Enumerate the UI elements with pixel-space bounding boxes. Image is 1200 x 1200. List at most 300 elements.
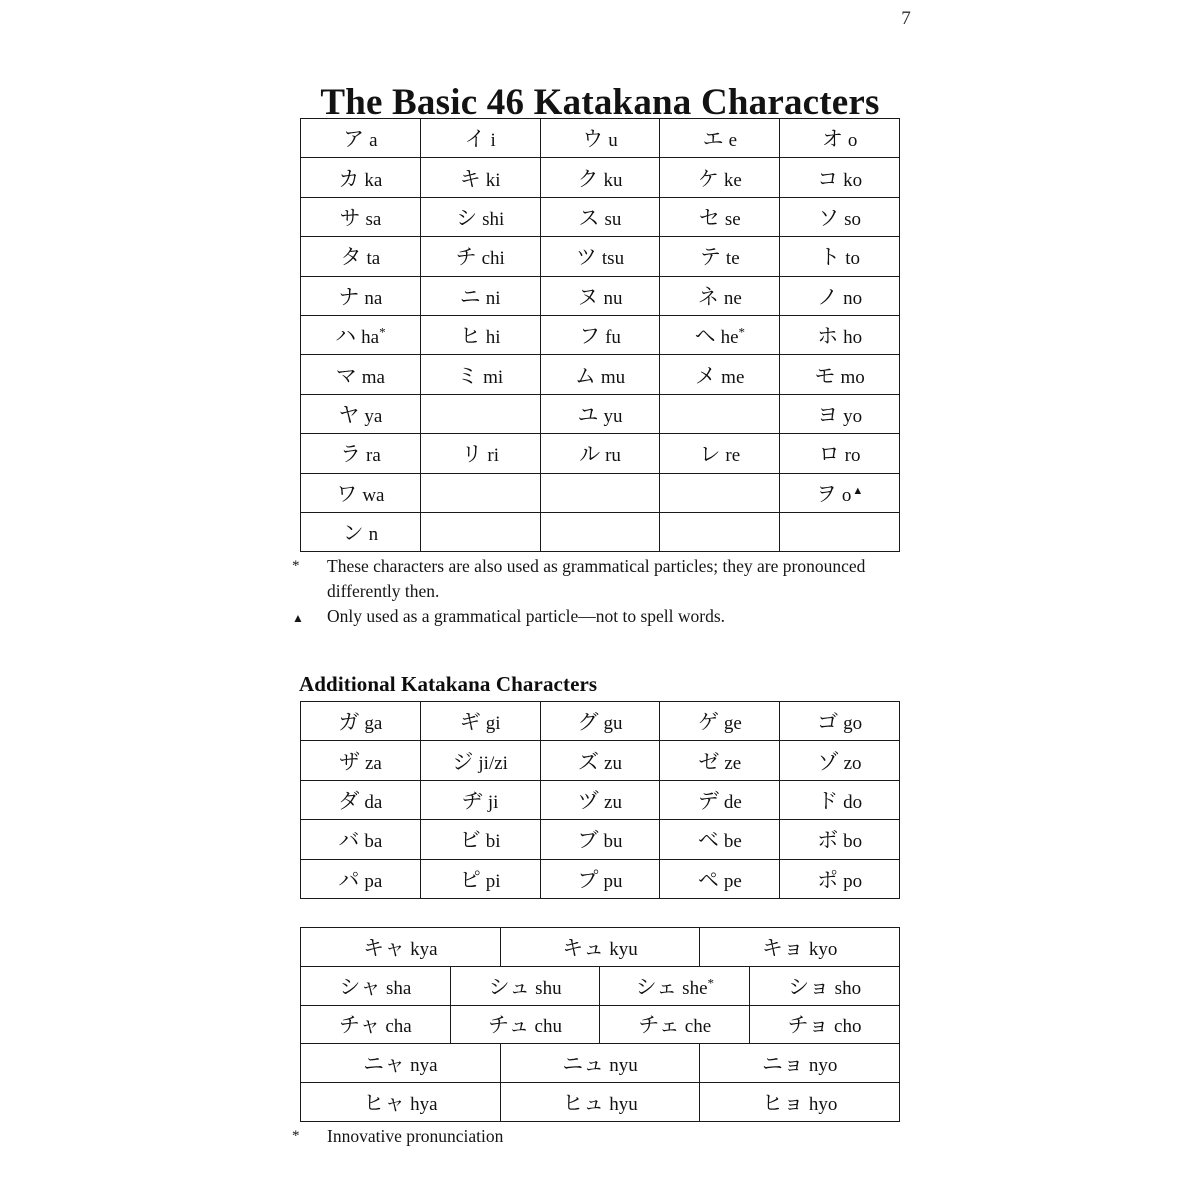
- kana-cell: [660, 859, 780, 898]
- kana-glyph: ミ: [457, 363, 479, 388]
- kana-cell: [660, 780, 780, 819]
- table-row: [301, 119, 900, 158]
- kana-cell-content: [336, 478, 384, 508]
- kana-glyph: チュ: [488, 1013, 530, 1038]
- kana-cell-content: [363, 1087, 437, 1117]
- kana-glyph: ナ: [338, 284, 360, 309]
- romaji-label: ga: [364, 713, 383, 735]
- kana-cell: [420, 158, 540, 197]
- kana-cell: [301, 702, 421, 741]
- kana-cell-content: [338, 163, 382, 193]
- romaji-label: e: [728, 130, 737, 152]
- romaji-label: te: [725, 248, 740, 270]
- kana-glyph: コ: [817, 166, 839, 191]
- romaji-label: kya: [410, 938, 438, 960]
- kana-cell: [301, 119, 421, 158]
- combination-katakana-table: [300, 927, 900, 1122]
- kana-cell: [540, 780, 660, 819]
- romaji-label: to: [845, 248, 860, 270]
- kana-cell: [540, 158, 660, 197]
- kana-cell-content: [489, 971, 562, 1001]
- kana-glyph: ニュ: [562, 1052, 605, 1077]
- kana-cell: [301, 237, 421, 276]
- kana-cell-content: [338, 824, 382, 854]
- kana-glyph: グ: [577, 710, 599, 735]
- kana-glyph: キ: [459, 166, 481, 191]
- romaji-label: ki: [485, 169, 501, 191]
- kana-cell: [301, 197, 421, 236]
- kana-cell: [600, 1005, 750, 1044]
- romaji-label: chu: [534, 1016, 562, 1038]
- kana-cell-content: [698, 746, 741, 776]
- romaji-label: sha: [385, 977, 412, 999]
- kana-cell: [540, 237, 660, 276]
- footnote-text: These characters are also used as grammatical particles; they are pronounced differently then.: [327, 556, 866, 601]
- kana-cell-content: [695, 360, 744, 390]
- table-row: [301, 473, 900, 512]
- kana-cell-content: [817, 824, 862, 854]
- kana-cell-content: [456, 241, 505, 271]
- kana-glyph: ト: [819, 245, 841, 270]
- kana-cell: [301, 355, 421, 394]
- kana-cell-content: [817, 864, 862, 894]
- kana-cell-content: [460, 864, 501, 894]
- kana-cell-content: [343, 123, 377, 153]
- kana-glyph: ヅ: [578, 788, 600, 813]
- romaji-label: ra: [366, 445, 381, 467]
- kana-cell: [301, 780, 421, 819]
- kana-glyph: フ: [579, 324, 601, 349]
- romaji-label: zo: [843, 752, 862, 774]
- kana-glyph: ネ: [697, 284, 719, 309]
- kana-cell: [540, 859, 660, 898]
- kana-cell-content: [338, 706, 382, 736]
- kana-cell-content: [818, 202, 861, 232]
- kana-cell-content: [460, 706, 501, 736]
- romaji-label: ke: [723, 169, 742, 191]
- kana-cell: [301, 1005, 451, 1044]
- table-row: [301, 820, 900, 859]
- kana-cell: [780, 355, 900, 394]
- kana-cell-content: [817, 163, 862, 193]
- page-title: The Basic 46 Katakana Characters: [320, 81, 880, 123]
- kana-glyph: ヘ: [694, 324, 716, 349]
- kana-cell-content: [814, 360, 864, 390]
- kana-cell: [780, 197, 900, 236]
- romaji-label: che: [684, 1016, 712, 1038]
- kana-cell-content: [817, 320, 862, 350]
- kana-cell: [301, 434, 421, 473]
- kana-glyph: ビ: [459, 828, 481, 853]
- kana-cell-content: [577, 706, 622, 736]
- romaji-label: ba: [364, 831, 383, 853]
- kana-cell-content: [338, 785, 382, 815]
- kana-cell: [500, 1044, 700, 1083]
- kana-cell: [420, 702, 540, 741]
- kana-glyph: ワ: [336, 481, 358, 506]
- asterisk-footnote-marker-icon: *: [738, 324, 745, 340]
- kana-cell: [420, 119, 540, 158]
- kana-glyph: カ: [338, 166, 360, 191]
- romaji-label: pa: [364, 870, 383, 892]
- kana-glyph: セ: [698, 205, 720, 230]
- additional-katakana-table: [300, 701, 900, 899]
- kana-glyph: ニャ: [363, 1052, 406, 1077]
- romaji-label: na: [364, 287, 383, 309]
- kana-cell-content: [822, 123, 858, 153]
- kana-glyph: メ: [695, 363, 717, 388]
- kana-glyph: ウ: [582, 127, 604, 152]
- kana-cell: [540, 355, 660, 394]
- kana-glyph: ヒ: [459, 324, 481, 349]
- table-row: [301, 928, 900, 967]
- kana-glyph: ム: [574, 363, 596, 388]
- romaji-label: ma: [361, 366, 385, 388]
- kana-cell-empty: [660, 512, 780, 551]
- kana-cell-content: [577, 281, 622, 311]
- kana-cell-content: [762, 932, 838, 962]
- kana-glyph: ギ: [459, 710, 481, 735]
- kana-glyph: チェ: [638, 1013, 680, 1038]
- kana-cell: [540, 820, 660, 859]
- kana-cell-content: [577, 163, 622, 193]
- kana-glyph: ヌ: [577, 284, 599, 309]
- kana-cell-content: [699, 438, 740, 468]
- kana-cell-content: [577, 864, 622, 894]
- kana-glyph: リ: [461, 442, 483, 467]
- kana-cell-content: [340, 438, 381, 468]
- kana-cell: [420, 859, 540, 898]
- kana-cell-content: [339, 746, 382, 776]
- kana-cell-content: [817, 785, 862, 815]
- kana-cell: [780, 434, 900, 473]
- romaji-label: hyo: [808, 1094, 838, 1116]
- kana-glyph: ザ: [338, 749, 360, 774]
- romaji-label: hi: [485, 327, 501, 349]
- kana-glyph: ケ: [697, 166, 719, 191]
- kana-cell: [540, 741, 660, 780]
- kana-glyph: キョ: [761, 935, 804, 960]
- romaji-label: gu: [603, 713, 623, 735]
- kana-cell: [540, 197, 660, 236]
- kana-cell: [420, 355, 540, 394]
- kana-cell-content: [818, 746, 862, 776]
- romaji-label: bi: [485, 831, 501, 853]
- romaji-label: chi: [481, 248, 505, 270]
- kana-cell: [780, 119, 900, 158]
- kana-cell-content: [341, 241, 381, 271]
- kana-glyph: チャ: [338, 1013, 381, 1038]
- kana-cell-content: [343, 517, 379, 547]
- basic-table-footnotes: [290, 554, 930, 629]
- table-row: [301, 780, 900, 819]
- kana-cell: [420, 741, 540, 780]
- table-row: [301, 966, 900, 1005]
- romaji-label: kyo: [808, 938, 838, 960]
- kana-cell-content: [338, 399, 382, 429]
- kana-cell: [301, 158, 421, 197]
- table-row: [301, 859, 900, 898]
- kana-cell-content: [488, 1009, 562, 1039]
- kana-cell-content: [460, 281, 501, 311]
- kana-cell: [780, 859, 900, 898]
- kana-cell-empty: [660, 394, 780, 433]
- kana-cell-content: [698, 163, 742, 193]
- romaji-label: be: [723, 831, 742, 853]
- kana-glyph: ベ: [697, 828, 719, 853]
- kana-cell-empty: [420, 394, 540, 433]
- kana-glyph: ボ: [817, 828, 839, 853]
- combination-table-footnotes: [290, 1124, 930, 1149]
- kana-cell-content: [703, 123, 737, 153]
- romaji-label: yo: [843, 405, 863, 427]
- kana-cell-content: [457, 360, 503, 390]
- kana-glyph: サ: [339, 205, 361, 230]
- kana-cell-content: [363, 932, 437, 962]
- kana-cell: [660, 741, 780, 780]
- kana-glyph: ガ: [338, 710, 360, 735]
- romaji-label: ro: [844, 445, 861, 467]
- kana-glyph: プ: [577, 867, 599, 892]
- romaji-label: fu: [605, 327, 621, 349]
- romaji-label: n: [368, 524, 379, 546]
- romaji-label: shi: [482, 208, 505, 230]
- romaji-label: u: [608, 130, 618, 152]
- kana-cell: [540, 702, 660, 741]
- kana-cell-content: [578, 746, 622, 776]
- table-row: [301, 1005, 900, 1044]
- kana-glyph: ロ: [818, 442, 840, 467]
- kana-glyph: レ: [699, 442, 721, 467]
- romaji-label: bo: [843, 831, 863, 853]
- romaji-label: ze: [724, 752, 742, 774]
- kana-glyph: バ: [338, 828, 360, 853]
- kana-cell-content: [577, 399, 622, 429]
- romaji-label: gi: [485, 713, 501, 735]
- kana-cell: [780, 820, 900, 859]
- romaji-label: o: [841, 484, 852, 506]
- kana-cell: [660, 237, 780, 276]
- romaji-label: nya: [410, 1055, 438, 1077]
- kana-cell-content: [460, 824, 501, 854]
- triangle-footnote-marker-icon: ▲: [852, 485, 864, 498]
- kana-glyph: ツ: [575, 245, 597, 270]
- kana-glyph: デ: [697, 788, 719, 813]
- kana-glyph: ペ: [697, 867, 719, 892]
- kana-glyph: ヨ: [817, 402, 839, 427]
- romaji-label: ru: [605, 445, 621, 467]
- kana-glyph: ポ: [817, 867, 839, 892]
- kana-cell-content: [339, 971, 411, 1001]
- romaji-label: nyo: [808, 1055, 838, 1077]
- kana-glyph: ゼ: [698, 749, 720, 774]
- romaji-label: no: [843, 287, 863, 309]
- kana-glyph: ヂ: [461, 788, 483, 813]
- kana-cell: [301, 512, 421, 551]
- table-row: [301, 1083, 900, 1122]
- kana-cell-empty: [420, 473, 540, 512]
- kana-cell-content: [578, 785, 622, 815]
- romaji-label: kyu: [609, 938, 638, 960]
- table-row: [301, 158, 900, 197]
- romaji-label: ni: [485, 287, 501, 309]
- kana-glyph: ゴ: [817, 710, 839, 735]
- kana-cell-content: [338, 281, 382, 311]
- kana-cell: [420, 237, 540, 276]
- footnote-text: Only used as a grammatical particle—not to spell words.: [327, 606, 726, 626]
- kana-cell-content: [817, 399, 862, 429]
- table-row: [301, 355, 900, 394]
- kana-cell: [660, 276, 780, 315]
- kana-glyph: ル: [579, 442, 601, 467]
- kana-cell: [780, 158, 900, 197]
- triangle-footnote-marker-icon: ▲: [292, 611, 304, 625]
- romaji-label: sa: [365, 208, 382, 230]
- kana-cell-content: [788, 1009, 862, 1039]
- kana-glyph: ホ: [817, 324, 839, 349]
- romaji-label: ji: [487, 791, 499, 813]
- romaji-label: bu: [603, 831, 623, 853]
- kana-cell-content: [788, 971, 861, 1001]
- romaji-label: se: [724, 208, 741, 230]
- kana-cell: [301, 276, 421, 315]
- romaji-label: tsu: [601, 248, 625, 270]
- kana-glyph: ノ: [817, 284, 839, 309]
- table-row: [301, 276, 900, 315]
- kana-cell: [500, 928, 700, 967]
- romaji-label: mi: [483, 366, 504, 388]
- kana-cell-content: [338, 864, 382, 894]
- romaji-label: nu: [603, 287, 623, 309]
- kana-cell: [660, 119, 780, 158]
- kana-cell-content: [817, 706, 862, 736]
- kana-cell: [660, 158, 780, 197]
- romaji-label: ko: [843, 169, 863, 191]
- table-row: [301, 197, 900, 236]
- kana-glyph: ハ: [335, 324, 357, 349]
- kana-glyph: ヒャ: [363, 1091, 406, 1116]
- kana-glyph: ゲ: [697, 710, 719, 735]
- kana-cell-content: [336, 360, 385, 390]
- kana-cell-empty: [420, 512, 540, 551]
- kana-cell: [700, 1083, 900, 1122]
- kana-glyph: ニ: [459, 284, 481, 309]
- kana-glyph: ゾ: [817, 749, 839, 774]
- kana-cell: [780, 741, 900, 780]
- romaji-label: ho: [843, 327, 863, 349]
- kana-cell-content: [762, 1048, 838, 1078]
- kana-cell-content: [816, 478, 863, 508]
- romaji-label: hyu: [609, 1094, 638, 1116]
- kana-cell: [420, 197, 540, 236]
- kana-cell-content: [819, 241, 860, 271]
- kana-glyph: モ: [814, 363, 836, 388]
- kana-cell-content: [577, 824, 622, 854]
- kana-cell-content: [819, 438, 861, 468]
- footnote: [290, 604, 930, 629]
- kana-glyph: ダ: [338, 788, 360, 813]
- kana-cell: [420, 780, 540, 819]
- kana-cell-content: [452, 746, 508, 776]
- kana-glyph: ニョ: [761, 1052, 804, 1077]
- kana-cell: [301, 741, 421, 780]
- kana-cell: [700, 1044, 900, 1083]
- kana-glyph: ア: [343, 127, 365, 152]
- kana-cell-content: [579, 202, 622, 232]
- kana-glyph: ス: [578, 205, 600, 230]
- kana-cell-empty: [660, 473, 780, 512]
- romaji-label: nyu: [609, 1055, 638, 1077]
- kana-glyph: ド: [817, 788, 839, 813]
- romaji-label: de: [723, 791, 742, 813]
- kana-cell: [301, 1083, 501, 1122]
- kana-cell: [540, 394, 660, 433]
- kana-cell: [301, 859, 421, 898]
- kana-cell: [540, 434, 660, 473]
- asterisk-footnote-marker-icon: *: [707, 975, 714, 991]
- romaji-label: za: [364, 752, 382, 774]
- kana-glyph: ブ: [577, 828, 599, 853]
- table-row: [301, 741, 900, 780]
- kana-cell-content: [579, 320, 621, 350]
- kana-glyph: ク: [577, 166, 599, 191]
- kana-cell-content: [562, 1048, 638, 1078]
- footnote: [290, 554, 930, 604]
- kana-glyph: シェ: [635, 974, 678, 999]
- kana-cell: [301, 928, 501, 967]
- kana-cell: [420, 276, 540, 315]
- kana-cell-content: [456, 202, 504, 232]
- kana-glyph: チ: [455, 245, 477, 270]
- romaji-label: ri: [487, 445, 499, 467]
- romaji-label: go: [843, 713, 863, 735]
- romaji-label: so: [844, 208, 862, 230]
- kana-glyph: パ: [338, 867, 360, 892]
- kana-glyph: イ: [464, 127, 486, 152]
- kana-cell: [780, 237, 900, 276]
- kana-cell-content: [698, 785, 742, 815]
- kana-cell: [750, 1005, 900, 1044]
- kana-cell: [540, 315, 660, 354]
- romaji-label: cha: [385, 1016, 412, 1038]
- kana-glyph: キュ: [562, 935, 605, 960]
- kana-glyph: テ: [699, 245, 721, 270]
- footnote-text: Innovative pronunciation: [327, 1126, 504, 1146]
- kana-glyph: オ: [821, 127, 843, 152]
- romaji-label: sho: [834, 977, 862, 999]
- romaji-label: a: [369, 130, 378, 152]
- kana-cell-content: [817, 281, 862, 311]
- romaji-label: shu: [535, 977, 562, 999]
- asterisk-footnote-marker-icon: *: [292, 1128, 300, 1144]
- kana-cell: [301, 315, 421, 354]
- kana-cell-content: [465, 123, 496, 153]
- table-row: [301, 1044, 900, 1083]
- kana-cell-content: [363, 1048, 437, 1078]
- table-row: [301, 512, 900, 551]
- asterisk-footnote-marker-icon: *: [379, 324, 386, 340]
- footnote: [290, 1124, 930, 1149]
- romaji-label: zu: [604, 752, 622, 774]
- romaji-label: ta: [366, 248, 381, 270]
- kana-cell: [500, 1083, 700, 1122]
- kana-glyph: ヤ: [338, 402, 360, 427]
- kana-cell: [660, 820, 780, 859]
- kana-cell: [660, 315, 780, 354]
- kana-cell-content: [579, 438, 621, 468]
- table-row: [301, 237, 900, 276]
- kana-glyph: タ: [340, 245, 362, 270]
